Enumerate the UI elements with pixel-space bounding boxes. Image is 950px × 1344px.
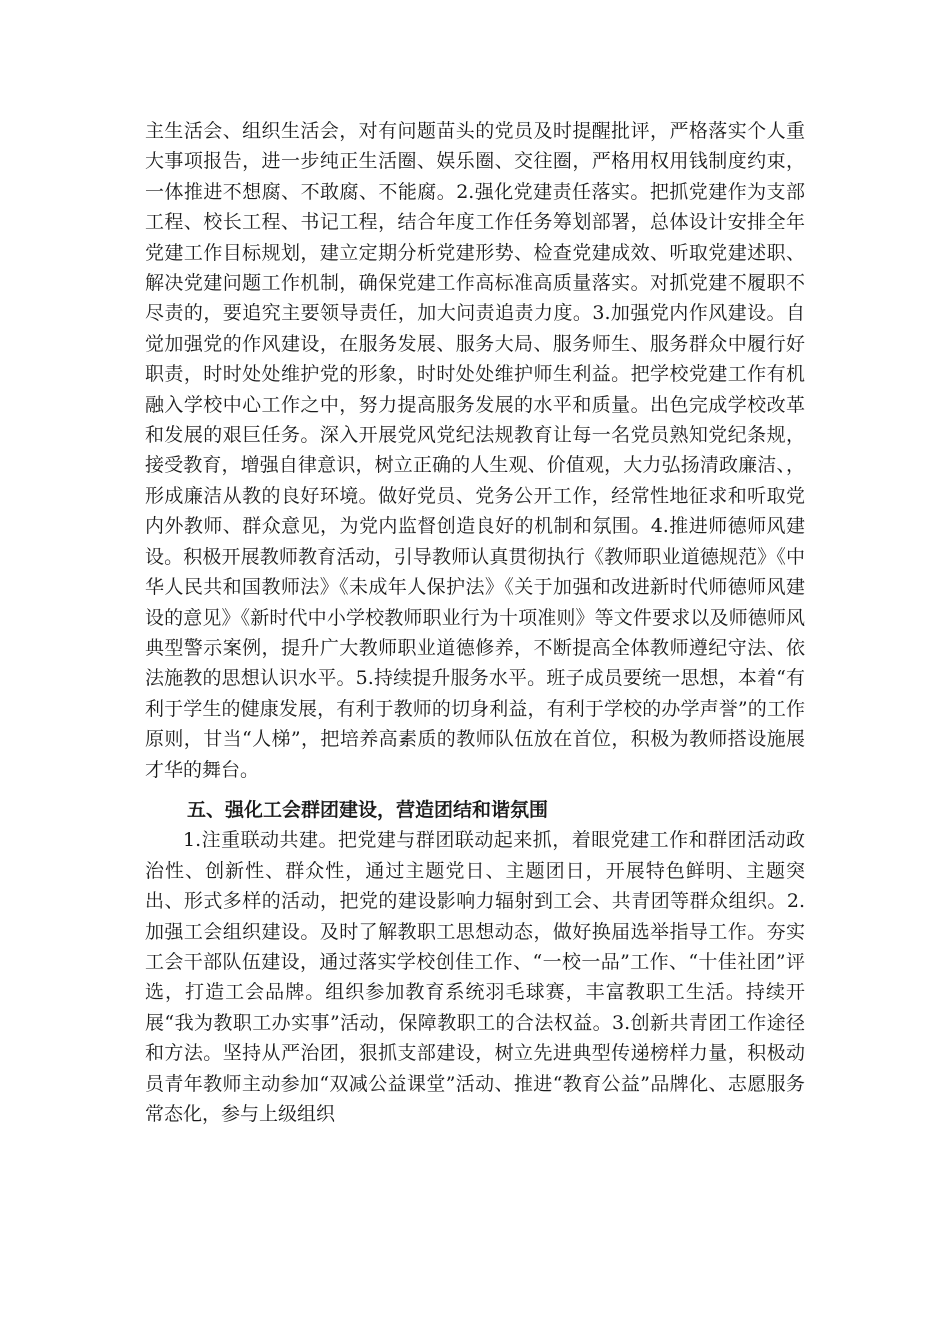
section-heading-5: 五、强化工会群团建设，营造团结和谐氛围 xyxy=(187,798,549,821)
document-page xyxy=(145,116,805,1129)
body-paragraph-section-5: 1.注重联动共建。把党建与群团联动起来抓，着眼党建工作和群团活动政治性、创新性、群众性，通过主题党日、主题团日，开展特色鲜明、主题突出、形式多样的活动，把党的建设影响力辐射到工会、共青团等群众组织。2.加强工会组织建设。及时了解教职工思想动态，做好换届选举指导工作。夯实工会干部队伍建设，通过落实学校创佳工作、“一校一品”工作、“十佳社团”评选，打造工会品牌。组织参加教育系统羽毛球赛，丰富教职工生活。持续开展“我为教职工办实事”活动，保障教职工的合法权益。3.创新共青团工作途径和方法。坚持从严治团，狠抓支部建设，树立先进典型传递榜样力量，积极动员青年教师主动参加“双减公益课堂”活动、推进“教育公益”品牌化、志愿服务常态化，参与上级组织 xyxy=(145,829,805,1125)
body-paragraph-continued: 主生活会、组织生活会，对有问题苗头的党员及时提醒批评，严格落实个人重大事项报告，进一步纯正生活圈、娱乐圈、交往圈，严格用权用钱制度约束，一体推进不想腐、不敢腐、不能腐。2.强化党建责任落实。把抓党建作为支部工程、校长工程、书记工程，结合年度工作任务筹划部署，总体设计安排全年党建工作目标规划，建立定期分析党建形势、检查党建成效、听取党建述职、解决党建问题工作机制，确保党建工作高标准高质量落实。对抓党建不履职不尽责的，要追究主要领导责任，加大问责追责力度。3.加强党内作风建设。自觉加强党的作风建设，在服务发展、服务大局、服务师生、服务群众中履行好职责，时时处处维护党的形象，时时处处维护师生利益。把学校党建工作有机融入学校中心工作之中，努力提高服务发展的水平和质量。出色完成学校改革和发展的艰巨任务。深入开展党风党纪法规教育让每一名党员熟知党纪条规，接受教育，增强自律意识，树立正确的人生观、价值观，大力弘扬清政廉洁、，形成廉洁从教的良好环境。做好党员、党务公开工作，经常性地征求和听取党内外教师、群众意见，为党内监督创造良好的机制和氛围。4.推进师德师风建设。积极开展教师教育活动，引导教师认真贯彻执行《教师职业道德规范》《中华人民共和国教师法》《未成年人保护法》《关于加强和改进新时代师德师风建设的意见》《新时代中小学校教师职业行为十项准则》等文件要求以及师德师风典型警示案例，提升广大教师职业道德修养，不断提高全体教师遵纪守法、依法施教的思想认识水平。5.持续提升服务水平。班子成员要统一思想，本着“有利于学生的健康发展，有利于教师的切身利益，有利于学校的办学声誉”的工作原则，甘当“人梯”，把培养高素质的教师队伍放在首位，积极为教师搭设施展才华的舞台。 xyxy=(145,120,805,781)
